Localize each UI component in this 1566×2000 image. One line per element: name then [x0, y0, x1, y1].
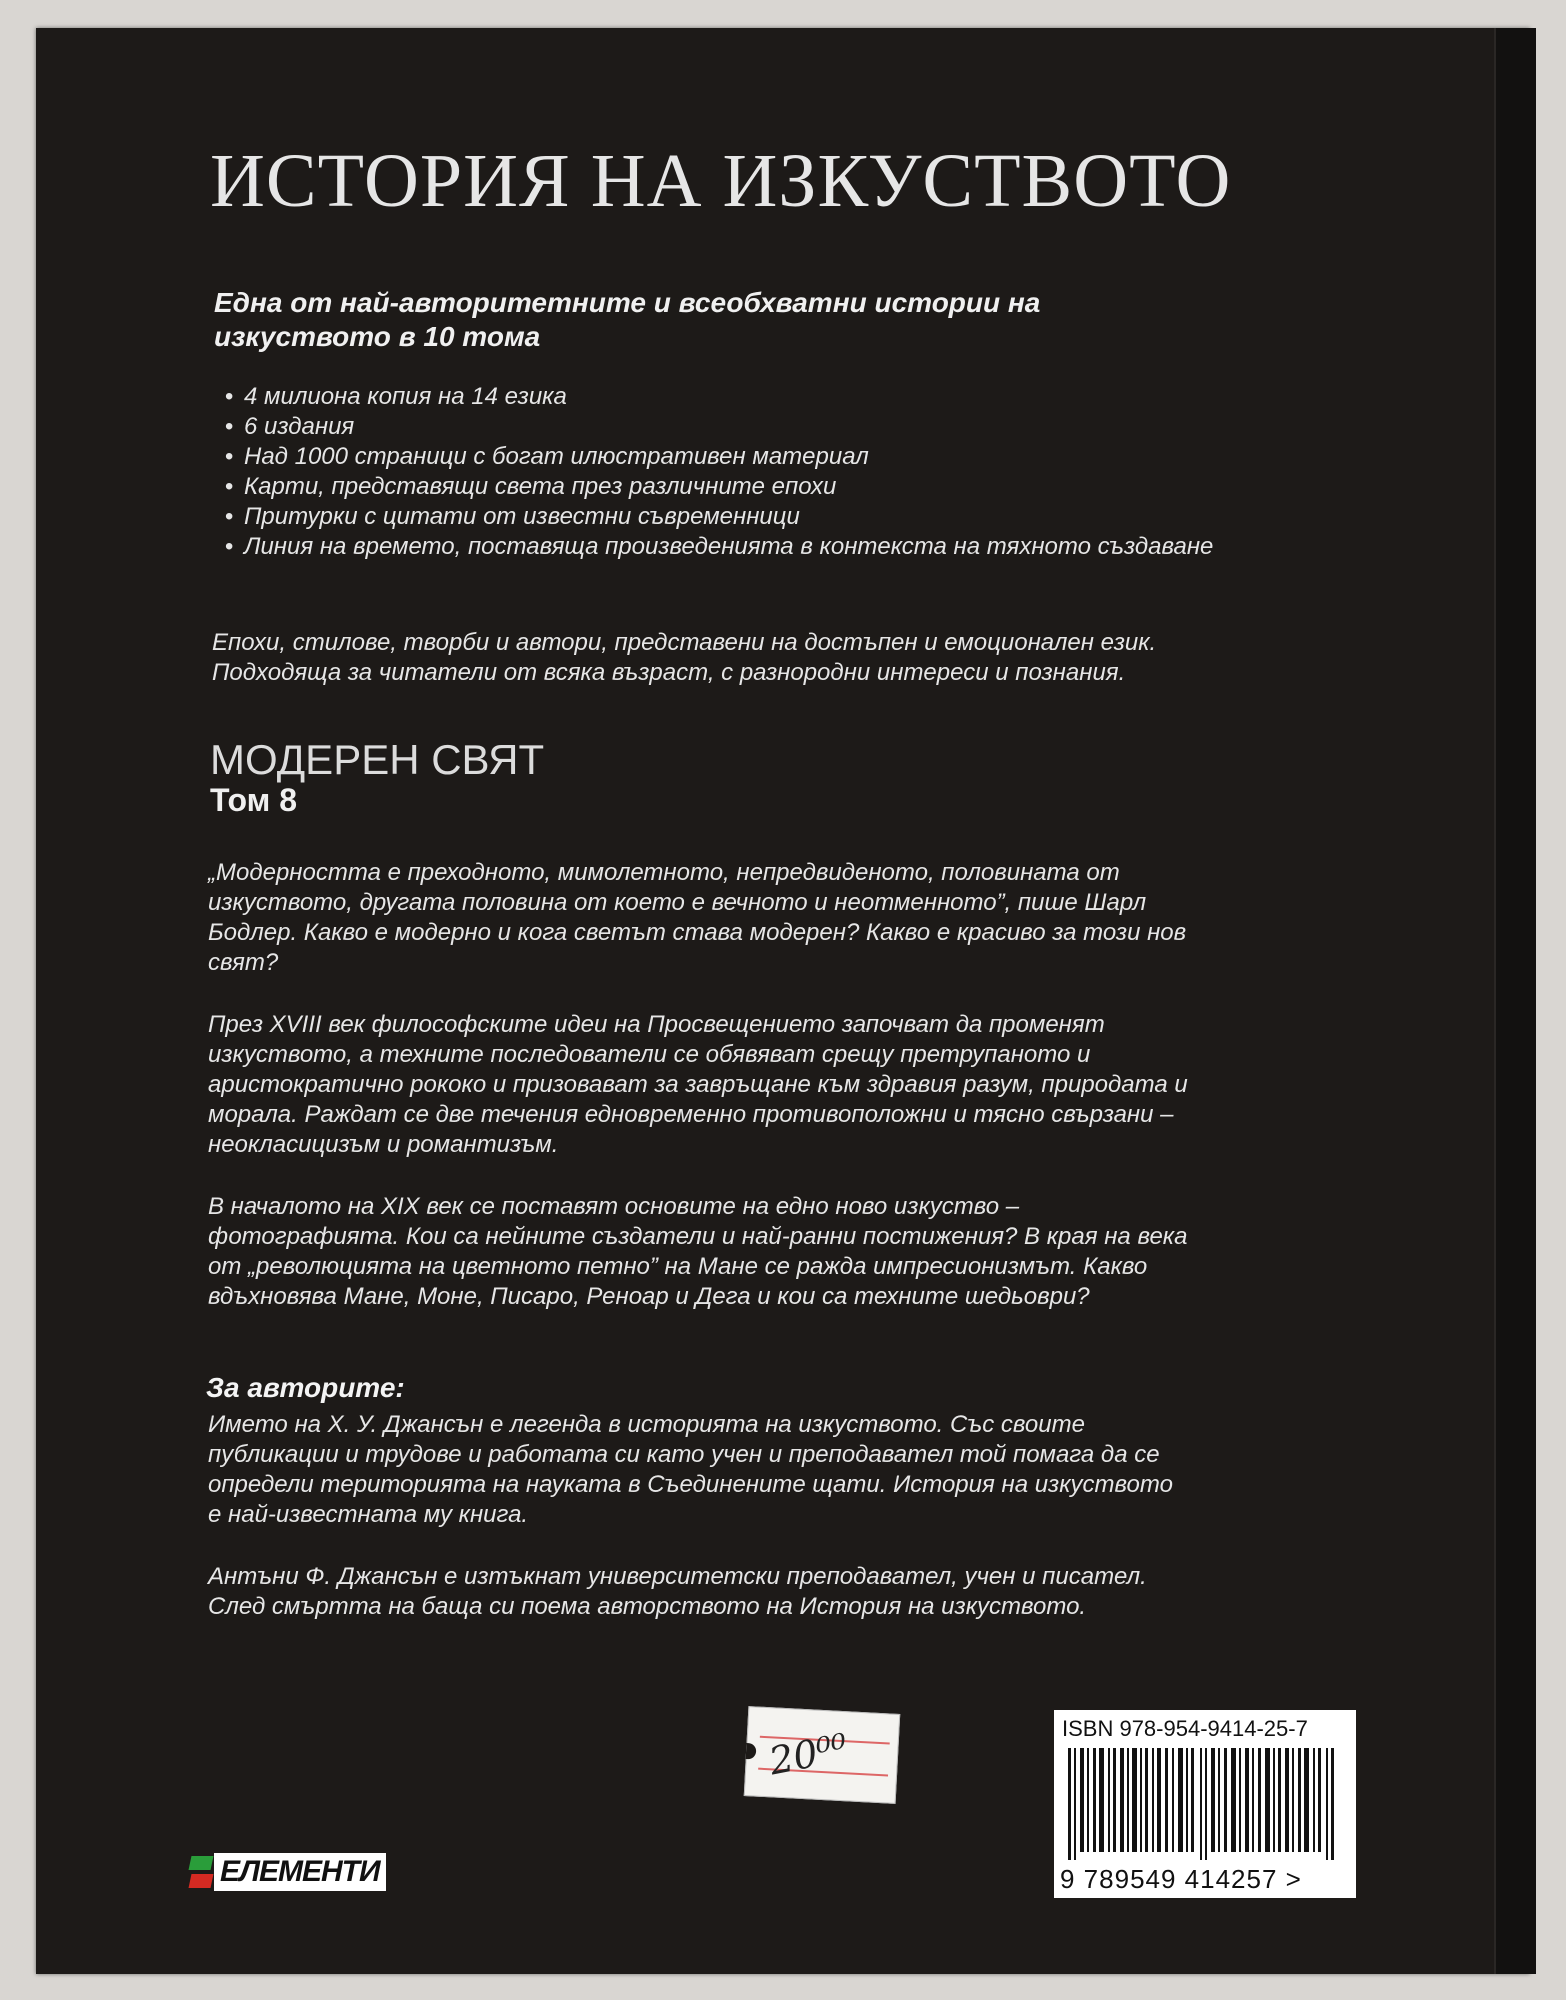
list-item: • 6 издания — [224, 413, 355, 440]
author-paragraph: Името на Х. У. Джансън е легенда в историята на изкуството. Със своите публикации и трудове и работата си като учен и преподавател той помага да се определи територията на науката в Съединените щати. История на изкуството е най-известната му книга. — [208, 1411, 1173, 1528]
barcode-label — [1054, 1710, 1356, 1898]
publisher-logo — [190, 1850, 386, 1894]
book-spine — [1494, 28, 1536, 1974]
publisher-mark-icon — [190, 1856, 212, 1888]
barcode-icon — [1068, 1748, 1344, 1860]
barcode-digits: 9 789549 414257 > — [1060, 1864, 1302, 1894]
intro-paragraph: Епохи, стилове, творби и автори, представени на достъпен и емоционален език. Подходяща за читатели от всяка възраст, с разнородни интереси и познания. — [212, 629, 1157, 686]
book-title: ИСТОРИЯ НА ИЗКУСТВОТО — [210, 139, 1232, 223]
price-text: 20⁰⁰ — [765, 1725, 852, 1784]
list-item: • Линия на времето, поставяща произведенията в контекста на тяхното създаване — [224, 533, 1214, 560]
list-item: • Притурки с цитати от известни съвременници — [224, 503, 800, 530]
price-sticker — [744, 1706, 901, 1804]
description-paragraph: През XVIII век философските идеи на Просвещението започват да променят изкуството, а техните последователи се обявяват срещу претрупаното и аристократично рококо и призовават за завръщане към здравия разум, природата и морала. Раждат се две течения едновременно противоположни и тясно свързани – неокласицизъм и романтизъм. — [208, 1011, 1188, 1158]
volume-number: Том 8 — [210, 782, 298, 818]
publisher-name: ЕЛЕМЕНТИ — [214, 1853, 386, 1891]
list-item: • 4 милиона копия на 14 езика — [224, 383, 567, 410]
volume-name: МОДЕРЕН СВЯТ — [210, 736, 545, 783]
description-paragraph: В началото на XIX век се поставят основите на едно ново изкуство – фотографията. Кои са нейните създатели и най-ранни постижения? В края на века от „революцията на цветното петно” на Мане се ражда импресионизмът. Какво вдъхновява Мане, Моне, Писаро, Реноар и Дега и кои са техните шедьоври? — [208, 1193, 1188, 1310]
list-item: • Над 1000 страници с богат илюстративен материал — [224, 443, 869, 470]
isbn-text: ISBN 978-954-9414-25-7 — [1062, 1716, 1308, 1741]
description-paragraph: „Модерността е преходното, мимолетното, непредвиденото, половината от изкуството, другата половина от което е вечното и неотменното”, пише Шарл Бодлер. Какво е модерно и кога светът става модерен? Какво е красиво за този нов свят? — [208, 859, 1187, 976]
author-paragraph: Антъни Ф. Джансън е изтъкнат университетски преподавател, учен и писател. След смъртта на баща си поема авторството на История на изкуството. — [208, 1563, 1147, 1620]
list-item: • Карти, представящи света през различните епохи — [224, 473, 837, 500]
feature-list — [214, 382, 1214, 562]
lead-text: Една от най-авторитетните и всеобхватни истории на изкуството в 10 тома — [214, 287, 1041, 352]
authors-heading: За авторите: — [206, 1372, 405, 1403]
